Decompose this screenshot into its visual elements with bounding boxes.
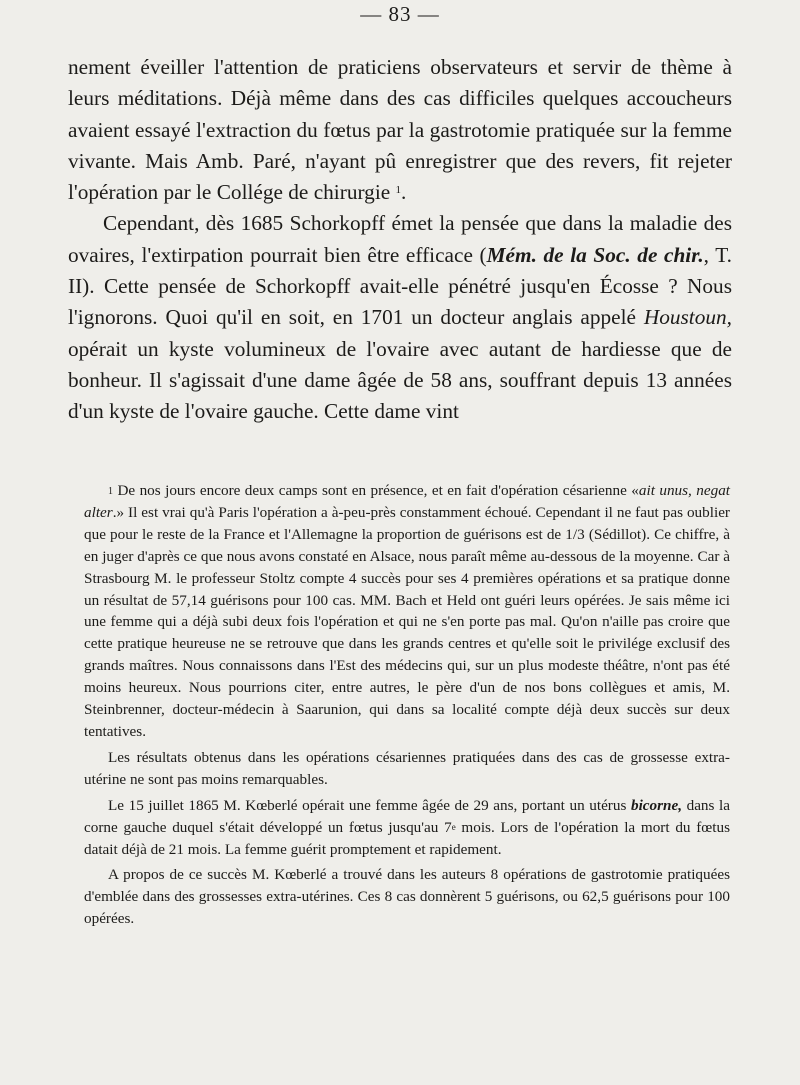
- footnote-1-part-2: .» Il est vrai qu'à Paris l'opération a à-peu-près constamment échoué. Cependant il ne faut pas oublier que pour le reste de la France et l'Allemagne la proportion de guérisons est de 1/3 (Sédillot). Ce chiffre, à en juger d'après ce que nous avons constaté en Alsace, nous paraît même au-dessous de la moyenne. Car à Strasbourg M. le professeur Stoltz compte 4 succès pour ses 4 premières opérations et sa pratique donne un résultat de 57,14 guérisons pour 100 cas. MM. Bach et Held ont guéri leurs opérées. Je sais même ici une femme qui a déjà subi deux fois l'opération et qui ne s'en porte pas mal. Qu'on n'aille pas croire que cette pratique heureuse ne se retrouve que dans les grands centres et qu'elle soit le privilége exclusif des grands maîtres. Nous connaissons dans l'Est des médecins qui, sur un plus modeste théâtre, n'ont pas été moins heureux. Nous pourrions citer, entre autres, le père d'un de nos bons collègues et amis, M. Steinbrenner, docteur-médecin à Saarunion, qui dans sa localité compte déjà deux succès sur deux tentatives.: [84, 503, 730, 740]
- footnote-paragraph-2: Les résultats obtenus dans les opérations césariennes pratiquées dans des cas de grossesse extra-utérine ne sont pas moins remarquables.: [84, 748, 730, 788]
- footnote-3-part-3: mois. Lors de l'opération la mort du fœtus datait déjà de 21 mois. La femme guérit promptement et rapidement.: [84, 818, 730, 858]
- page-number: — 83 —: [360, 2, 440, 26]
- footnote-paragraph-3: [84, 795, 730, 861]
- footnote-1: [84, 480, 730, 743]
- footnote-1-part-1: De nos jours encore deux camps sont en présence, et en fait d'opération césarienne «: [117, 482, 639, 499]
- footnote-3-part-1: Le 15 juillet 1865 M. Kœberlé opérait une femme âgée de 29 ans, portant un utérus: [108, 796, 631, 814]
- latin-quote: ait unus, negat alter: [84, 482, 731, 521]
- paragraph-2-part-1: Cependant, dès 1685 Schorkopff émet la pensée que dans la maladie des ovaires, l'extirpation pourrait bien être efficace (: [68, 211, 732, 267]
- citation-title: Mém. de la Soc. de chir.: [486, 242, 704, 267]
- paragraph-2-part-2: , T. II). Cette pensée de Schorkopff avait-elle pénétré jusqu'en Écosse ? Nous l'ignorons. Quoi qu'il en soit, en 1701 un docteur anglais appelé: [68, 242, 732, 330]
- paragraph-2: [68, 208, 732, 427]
- footnote-paragraph-4: A propos de ce succès M. Kœberlé a trouvé dans les auteurs 8 opérations de gastrotomie pratiquées d'emblée dans des grossesses extra-utérines. Ces 8 cas donnèrent 5 guérisons, ou 62,5 guérisons pour 100 opérées.: [84, 866, 730, 928]
- footnote-reference: 1: [395, 184, 402, 197]
- footnotes: [84, 480, 730, 930]
- paragraph-1: [68, 52, 732, 208]
- bicorne-term: bicorne,: [630, 796, 683, 814]
- paragraph-1-text: nement éveiller l'attention de praticiens observateurs et servir de thème à leurs méditations. Déjà même dans des cas difficiles quelques accoucheurs avaient essayé l'extraction du fœtus par la gastrotomie pratiquée sur la femme vivante. Mais Amb. Paré, n'ayant pû enregistrer que des revers, fit rejeter l'opération par le Collége de chirurgie: [68, 55, 732, 205]
- paragraph-1-end: .: [401, 180, 407, 205]
- footnote-1-mark: 1: [108, 486, 113, 497]
- ordinal-superscript: e: [451, 821, 456, 832]
- surgeon-name: Houstoun,: [643, 305, 732, 330]
- main-text: [68, 52, 732, 428]
- paragraph-2-part-3: opérait un kyste volumineux de l'ovaire avec autant de hardiesse que de bonheur. Il s'agissait d'une dame âgée de 58 ans, souffrant depuis 13 années d'un kyste de l'ovaire gauche. Cette dame vint: [68, 336, 732, 424]
- footnote-3-part-2: dans la corne gauche duquel s'était développé un fœtus jusqu'au 7: [84, 796, 730, 836]
